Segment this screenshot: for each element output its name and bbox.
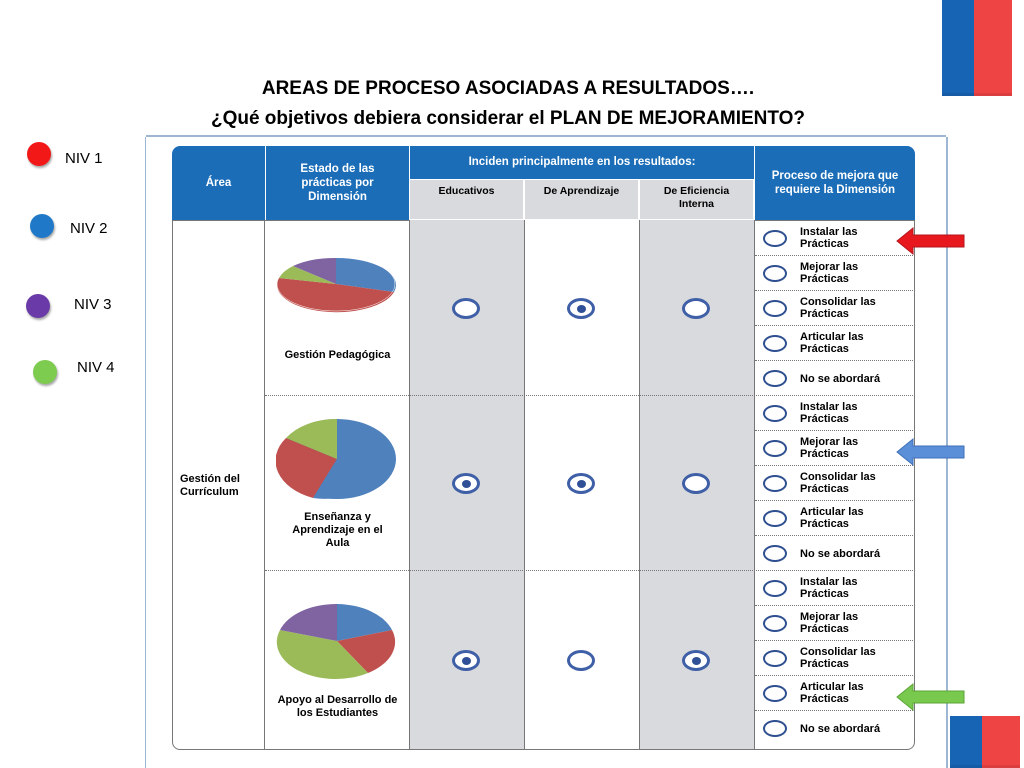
option-radio-1-4[interactable]	[763, 335, 787, 352]
option-radio-2-3[interactable]	[763, 475, 787, 492]
frame-top-line	[146, 135, 946, 137]
option-radio-3-5[interactable]	[763, 720, 787, 737]
option-radio-3-2[interactable]	[763, 615, 787, 632]
arrow-left-blue-icon	[895, 437, 967, 467]
slide-subtitle: ¿Qué objetivos debiera considerar el PLAN DE MEJORAMIENTO?	[210, 108, 806, 129]
option-label: Consolidar las Prácticas	[800, 646, 876, 670]
legend-dot-niv2	[30, 214, 54, 238]
result-radio-educativos-3[interactable]	[452, 650, 480, 671]
option-divider	[755, 605, 915, 606]
arrow-left-red-icon	[895, 226, 967, 256]
legend-dot-niv1	[27, 142, 51, 166]
option-divider	[755, 675, 915, 676]
option-divider	[755, 290, 915, 291]
option-label: Articular las Prácticas	[800, 506, 864, 530]
option-label: Consolidar las Prácticas	[800, 471, 876, 495]
option-label: No se abordará	[800, 723, 881, 735]
legend-dot-niv3	[26, 294, 50, 318]
dimension-label: Gestión Pedagógica	[284, 349, 391, 361]
arrow-left-green-icon	[895, 682, 967, 712]
option-radio-3-3[interactable]	[763, 650, 787, 667]
option-divider	[755, 255, 915, 256]
option-divider	[755, 535, 915, 536]
result-radio-educativos-1[interactable]	[452, 298, 480, 319]
legend-label-niv3: NIV 3	[74, 296, 112, 313]
option-divider	[755, 360, 915, 361]
result-radio-educativos-2[interactable]	[452, 473, 480, 494]
result-radio-eficiencia-3[interactable]	[682, 650, 710, 671]
col-divider	[264, 220, 265, 750]
option-label: Articular las Prácticas	[800, 331, 864, 355]
option-label: Instalar las Prácticas	[800, 576, 858, 600]
option-divider	[755, 465, 915, 466]
col-divider	[639, 220, 640, 750]
col-divider	[754, 220, 755, 750]
option-radio-2-4[interactable]	[763, 510, 787, 527]
option-radio-1-1[interactable]	[763, 230, 787, 247]
row-divider	[265, 570, 915, 571]
option-radio-2-2[interactable]	[763, 440, 787, 457]
header-estado: Estado de las prácticas por Dimensión	[265, 146, 409, 220]
result-radio-eficiencia-1[interactable]	[682, 298, 710, 319]
header-area: Área	[172, 146, 265, 220]
option-label: Instalar las Prácticas	[800, 226, 858, 250]
frame-left-line	[145, 137, 146, 768]
option-divider	[755, 710, 915, 711]
header-inciden: Inciden principalmente en los resultados:	[409, 146, 754, 179]
option-label: No se abordará	[800, 373, 881, 385]
option-label: Mejorar las Prácticas	[800, 436, 859, 460]
dimension-label: Enseñanza y Aprendizaje en el Aula	[292, 511, 383, 549]
result-radio-aprendizaje-2[interactable]	[567, 473, 595, 494]
flag-decoration-bottom	[950, 716, 1020, 768]
dimension-label: Apoyo al Desarrollo de los Estudiantes	[277, 694, 398, 719]
option-divider	[755, 640, 915, 641]
pie-apoyo-desarrollo	[276, 602, 398, 686]
result-radio-aprendizaje-3[interactable]	[567, 650, 595, 671]
option-label: Consolidar las Prácticas	[800, 296, 876, 320]
legend-label-niv4: NIV 4	[77, 359, 115, 376]
option-label: Instalar las Prácticas	[800, 401, 858, 425]
option-label: No se abordará	[800, 548, 881, 560]
row-divider	[265, 395, 915, 396]
header-proceso: Proceso de mejora que requiere la Dimensión	[754, 146, 915, 220]
area-label: Gestión del Currículum	[180, 473, 240, 498]
col-divider	[409, 220, 410, 750]
option-radio-1-3[interactable]	[763, 300, 787, 317]
result-radio-eficiencia-2[interactable]	[682, 473, 710, 494]
option-label: Articular las Prácticas	[800, 681, 864, 705]
slide-title: AREAS DE PROCESO ASOCIADAS A RESULTADOS….	[261, 78, 755, 99]
option-label: Mejorar las Prácticas	[800, 261, 859, 285]
option-radio-2-1[interactable]	[763, 405, 787, 422]
subheader-eficiencia: De Eficiencia Interna	[639, 179, 754, 220]
legend-label-niv1: NIV 1	[65, 150, 103, 167]
subheader-aprendizaje: De Aprendizaje	[524, 179, 639, 220]
option-label: Mejorar las Prácticas	[800, 611, 859, 635]
subheader-educativos: Educativos	[409, 179, 524, 220]
option-radio-3-4[interactable]	[763, 685, 787, 702]
option-divider	[755, 500, 915, 501]
result-radio-aprendizaje-1[interactable]	[567, 298, 595, 319]
option-radio-1-2[interactable]	[763, 265, 787, 282]
legend-dot-niv4	[33, 360, 57, 384]
option-radio-2-5[interactable]	[763, 545, 787, 562]
option-divider	[755, 325, 915, 326]
legend-label-niv2: NIV 2	[70, 220, 108, 237]
pie-gestion-pedagogica	[276, 256, 396, 340]
col-divider	[524, 220, 525, 750]
option-radio-1-5[interactable]	[763, 370, 787, 387]
pie-ensenanza-aprendizaje	[276, 418, 398, 504]
option-divider	[755, 430, 915, 431]
option-radio-3-1[interactable]	[763, 580, 787, 597]
